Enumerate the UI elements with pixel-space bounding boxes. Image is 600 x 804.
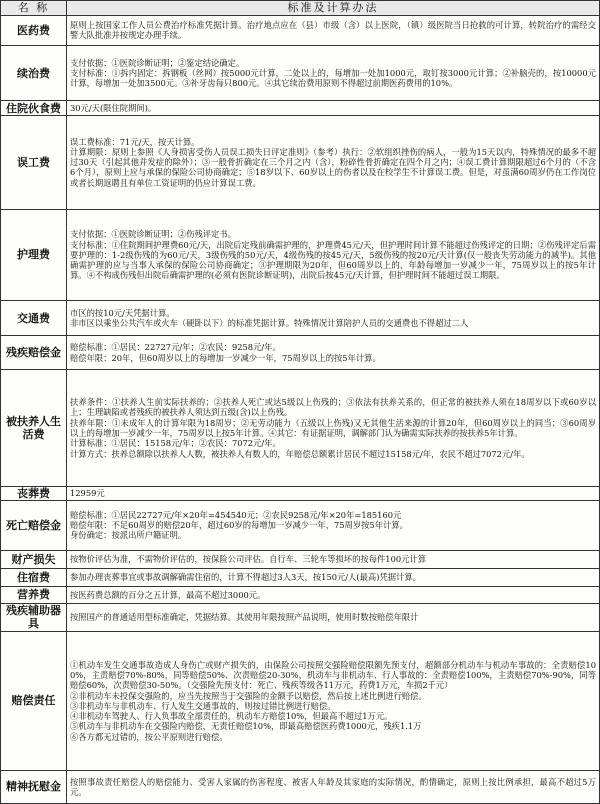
table-row bbox=[1, 115, 600, 209]
row-standard-text bbox=[67, 770, 600, 803]
row-item-name: 护理费 bbox=[1, 209, 67, 301]
table-row bbox=[1, 370, 600, 486]
row-item-name: 续治费 bbox=[1, 45, 67, 101]
standard-line: 赔偿年限：不足60周岁的赔偿20年，超过60岁的每增加一岁减少一年，75周岁按5年计算。 bbox=[70, 520, 408, 531]
row-item-name: 交通费 bbox=[1, 301, 67, 336]
row-standard-text bbox=[67, 486, 600, 500]
row-standard-text bbox=[67, 301, 600, 336]
standard-line: 30元/天(限住院期间)。 bbox=[70, 103, 157, 114]
table-row bbox=[1, 336, 600, 370]
standard-line: 按照事故责任赔偿人的赔偿能力、受害人家属的伤害程度、被害人年龄及其家庭的实际情况，酌情确定，原则上按比例承担，最高不超过5万元。 bbox=[70, 776, 596, 797]
table-row bbox=[1, 301, 600, 336]
table-row bbox=[1, 209, 600, 301]
standard-line: 支付依据：①医院诊断证明；②鉴定结论确定。 bbox=[70, 57, 245, 68]
row-item-name: 被扶养人生活费 bbox=[1, 370, 67, 486]
row-item-name: 营养费 bbox=[1, 586, 67, 604]
table-row bbox=[1, 604, 600, 632]
row-standard-text bbox=[67, 501, 600, 550]
standard-line: ③非机动车与非机动车、行人发生交通事故的，则按过错比例进行赔偿。 bbox=[70, 700, 336, 711]
standard-line: ⑤机动车与非机动车在交强险内赔偿，无责任赔偿10%，即最高赔偿医药费1000元，残疾1.1万 bbox=[70, 721, 422, 732]
standard-line: 支付标准：①拆内固定：拆钢板（丝网）按5000元计算，二处以上的，每增加一处加1000元，取钉按3000元计算；②补脑壳的，按10000元计算，每增加一处加3500元。③补牙齿每只800元。④其它续治费用原则不得超过前期医药费用的10%。 bbox=[70, 68, 596, 89]
table-header-row bbox=[1, 1, 600, 16]
standard-line: 赔偿标准：①居民22727元/年×20年=454540元；②农民9258元/年×20年=185160元 bbox=[70, 509, 402, 520]
standard-line: 按物价评估为准，不需物价评估的，按保险公司评估。自行车、三轮车等损坏的按每件100元计算 bbox=[70, 554, 427, 565]
table-row bbox=[1, 45, 600, 101]
standard-line: 扶养年限：①未成年人的计算年限为18周岁；②无劳动能力（五级以上伤残)又无其他生活来源的计算20年，但60周岁以上的同当；③60周岁以上的每增加一岁减少一年，75周岁以上按5年计算。④其它：有证据证明，调解部门认为确需实际扶养的按扶养5年计算。 bbox=[70, 417, 596, 438]
row-item-name: 精神抚慰金 bbox=[1, 770, 67, 803]
standard-line: 计算方式：扶养总额除以扶养人人数，被扶养人有数人的，年赔偿总额累计居民不超过15158元/年，农民不超过7072元/年。 bbox=[70, 448, 530, 459]
table-row bbox=[1, 569, 600, 587]
table-row bbox=[1, 486, 600, 500]
standard-line: 非市区以乘坐公共汽车或火车（硬卧以下）的标准凭据计算。特殊情况计算陪护人员的交通费也不得超过二人 bbox=[70, 318, 469, 329]
standard-line: 计算期限：原则上参照《人身损害受伤人员误工损失日评定准则》（参考）执行：②软组织挫伤的病人，一般为15天以内，特殊情况的最多不超过30天（引起其他并发症的除外）；③一般骨折确定在三个月之内（含），粉碎性骨折确定在四个月之内；④误工费计算期限超过6个月的（不含6个月），原则上应与承保的保险公司协商确定；⑤18岁以下、60岁以上的伤者以及在校学生不计算误工费。但是，对虽满60周岁仍在工作岗位或者长期返聘且有单位工资证明的仍应计算误工费。 bbox=[70, 146, 596, 188]
header-name-column: 名 称 bbox=[1, 1, 67, 16]
table-row bbox=[1, 770, 600, 803]
standard-line: 支付依据：①医院诊断证明；②伤残评定书。 bbox=[70, 229, 236, 240]
row-standard-text bbox=[67, 550, 600, 569]
row-item-name: 死亡赔偿金 bbox=[1, 501, 67, 550]
row-item-name: 残疾辅助器具 bbox=[1, 604, 67, 632]
row-item-name: 住院伙食费 bbox=[1, 101, 67, 115]
standard-line: 12959元 bbox=[70, 488, 105, 499]
standard-line: 赔偿年限：20年，但60周岁以上的每增加一岁减少一年，75周岁以上的按5年计算。 bbox=[70, 352, 381, 363]
standard-line: 按医药费总额的百分之五计算，最高不超过3000元。 bbox=[70, 589, 266, 600]
table-row bbox=[1, 631, 600, 770]
standard-line: 按照国产的普通适用型标准确定，凭据结算。其使用年限按照产品说明，使用时数按赔偿年限计 bbox=[70, 612, 419, 623]
standard-line: 误工费标准：71元/天，按天计算。 bbox=[70, 136, 200, 147]
row-item-name: 医药费 bbox=[1, 16, 67, 46]
standard-line: ①机动车发生交通事故造成人身伤亡或财产损失的，由保险公司按照交强险赔偿限额先预支付，超额部分机动车与机动车事故的：全责赔偿100%，主责赔偿70%-80%，同等赔偿50%、次责赔偿20-30%，机动车与非机动车、行人事故的：全责赔偿100%，主责赔偿70%-90%，同等赔偿60%，次责赔偿30-50%。（交强险先预支付：死亡、残疾等级各11万元，药费1万元，车损2千元） bbox=[70, 659, 596, 691]
row-standard-text bbox=[67, 336, 600, 370]
standard-line: 赔偿标准：①居民：22727元/年；②农民：9258元/年。 bbox=[70, 342, 281, 353]
standard-line: 身份确定：按派出所户籍证明。 bbox=[70, 530, 187, 541]
row-standard-text bbox=[67, 569, 600, 587]
standard-line: ②非机动车未投保交强险的，应当先按照当于交强险的金额予以赔偿，然后按上述比例进行赔偿。 bbox=[70, 690, 427, 701]
standard-line: ④非机动车驾驶人、行人负事故全部责任的，机动车方赔偿10%，但最高不超过1万元。 bbox=[70, 711, 393, 722]
row-item-name: 误工费 bbox=[1, 115, 67, 209]
row-standard-text bbox=[67, 604, 600, 632]
row-standard-text bbox=[67, 115, 600, 209]
row-item-name: 残疾赔偿金 bbox=[1, 336, 67, 370]
row-standard-text bbox=[67, 16, 600, 46]
standard-line: 扶养条件：①扶养人生前实际扶养的；②扶养人死亡或达5级以上伤残的；③依法有扶养关系的，但正常的被扶养人须在18周岁以下或60岁以上；生理缺陷或者残疾的被扶养人须达到五级(含)以上伤残。 bbox=[70, 397, 596, 418]
standard-line: 市区的按10元/天凭据计算。 bbox=[70, 307, 175, 318]
standard-line: 参加办理丧葬事宜或事故调解确需住宿的，计算不得超过3人3天，按150元/人(最高)凭据计算。 bbox=[70, 572, 421, 583]
row-item-name: 财产损失 bbox=[1, 550, 67, 569]
table-row bbox=[1, 550, 600, 569]
row-standard-text bbox=[67, 45, 600, 101]
standard-line: ⑥各方都无过错的，按公平原则进行赔偿。 bbox=[70, 731, 228, 742]
row-standard-text bbox=[67, 101, 600, 115]
row-item-name: 住宿费 bbox=[1, 569, 67, 587]
standard-line: 支付标准：①住院期间护理费60元/天，出院后定残前确需护理的，护理费45元/天，但护理时间计算不能超过伤残评定的日期；②伤残评定后需要护理的：1-2级伤残的为60元/天，3级伤残的50元/天，4级伤残的按45元/天，5级伤残的按20元/天计算(仅一般丧失劳动能力的减半)。其他确需护理的应与当事人承保的保险公司协商确定；③护理期限为20年，但60周岁以上的，年龄每增加一岁减少一年，75周岁以上的按5年计算。④不构成伤残但出院后确需护理的(必须有医院诊断证明)，出院后按45元/天计算，但护理时间不能超过误工期限。 bbox=[70, 239, 596, 281]
standard-line: 计算标准：①居民：15158元/年；②农民：7072元/年。 bbox=[70, 438, 281, 449]
row-item-name: 赔偿责任 bbox=[1, 631, 67, 770]
row-item-name: 丧葬费 bbox=[1, 486, 67, 500]
table-row bbox=[1, 501, 600, 550]
row-standard-text bbox=[67, 370, 600, 486]
row-standard-text bbox=[67, 586, 600, 604]
table-row bbox=[1, 586, 600, 604]
row-standard-text bbox=[67, 209, 600, 301]
standard-line: 原则上按国家工作人员公费治疗标准凭据计算。治疗地点应在（县）市级（含）以上医院，（镇）级医院当日抢救的可计算，转院治疗的需经交警大队批准并按规定办理手续。 bbox=[70, 20, 596, 41]
header-standard-column: 标准及计算办法 bbox=[67, 1, 600, 16]
table-row bbox=[1, 16, 600, 46]
row-standard-text bbox=[67, 631, 600, 770]
table-row bbox=[1, 101, 600, 115]
